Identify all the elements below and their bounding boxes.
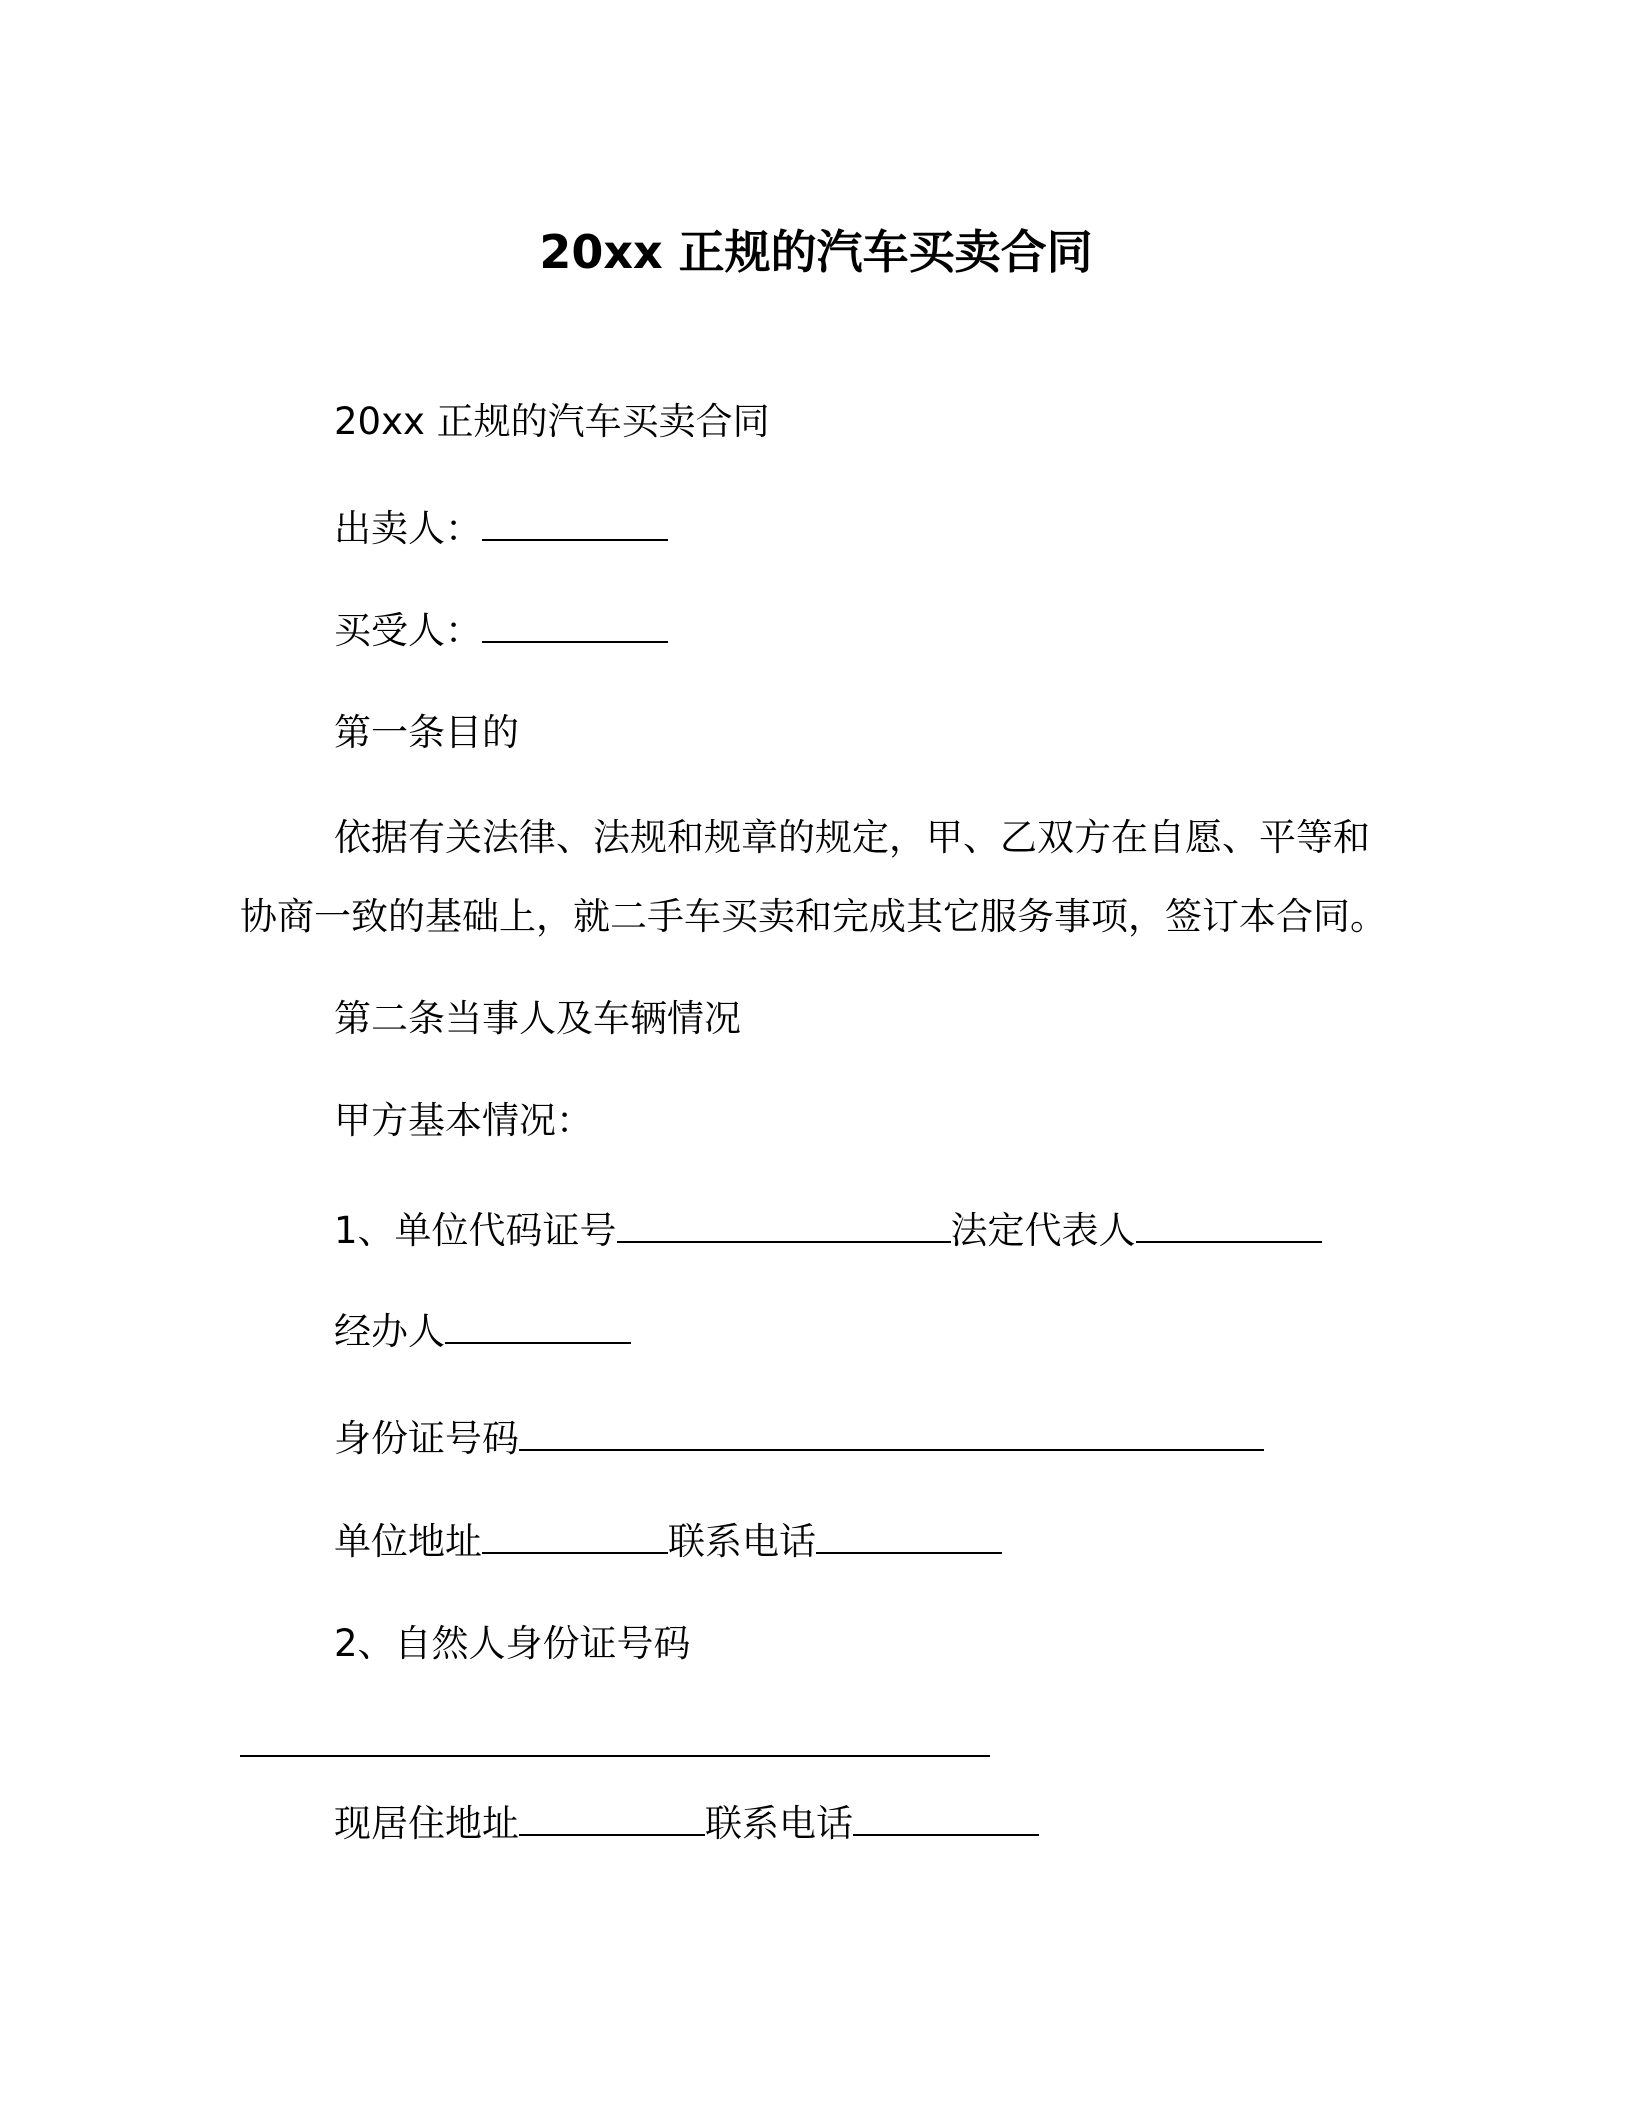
- org-address-label: 单位地址: [334, 1520, 482, 1563]
- phone-blank-2[interactable]: [853, 1798, 1039, 1836]
- id-number-blank[interactable]: [519, 1413, 1264, 1451]
- legal-rep-blank[interactable]: [1136, 1205, 1322, 1243]
- org-address-line: [334, 1516, 1002, 1567]
- id-number-line: [334, 1413, 1264, 1464]
- article1-heading: 第一条目的: [334, 711, 519, 754]
- phone-blank-1[interactable]: [816, 1516, 1002, 1554]
- document-title: 20xx 正规的汽车买卖合同: [539, 225, 1093, 279]
- org-code-label: 1、单位代码证号: [334, 1209, 617, 1252]
- current-address-line: [334, 1798, 1039, 1849]
- legal-rep-label: 法定代表人: [950, 1209, 1136, 1252]
- buyer-line: [334, 605, 668, 656]
- seller-label: 出卖人：: [334, 507, 482, 550]
- article2-heading: 第二条当事人及车辆情况: [334, 997, 741, 1040]
- buyer-blank[interactable]: [482, 605, 668, 643]
- buyer-label: 买受人：: [334, 609, 482, 652]
- current-address-label: 现居住地址: [334, 1802, 519, 1845]
- article1-body-line1: 依据有关法律、法规和规章的规定，甲、乙双方在自愿、平等和: [334, 816, 1370, 859]
- id-number-label: 身份证号码: [334, 1417, 519, 1460]
- article1-body-line2: 协商一致的基础上，就二手车买卖和完成其它服务事项，签订本合同。: [240, 895, 1387, 938]
- agent-line: [334, 1306, 631, 1357]
- document-subtitle: 20xx 正规的汽车买卖合同: [334, 400, 770, 443]
- party-a-heading: 甲方基本情况：: [334, 1099, 593, 1142]
- natural-person-id-label: 2、自然人身份证号码: [334, 1622, 691, 1665]
- natural-person-id-blank[interactable]: [240, 1755, 990, 1757]
- org-address-blank[interactable]: [482, 1516, 668, 1554]
- phone-label-1: 联系电话: [668, 1520, 816, 1563]
- seller-blank[interactable]: [482, 503, 668, 541]
- current-address-blank[interactable]: [519, 1798, 705, 1836]
- agent-label: 经办人: [334, 1310, 445, 1353]
- phone-label-2: 联系电话: [705, 1802, 853, 1845]
- org-code-line: [334, 1205, 1322, 1256]
- org-code-blank[interactable]: [617, 1205, 951, 1243]
- seller-line: [334, 503, 668, 554]
- agent-blank[interactable]: [445, 1306, 631, 1344]
